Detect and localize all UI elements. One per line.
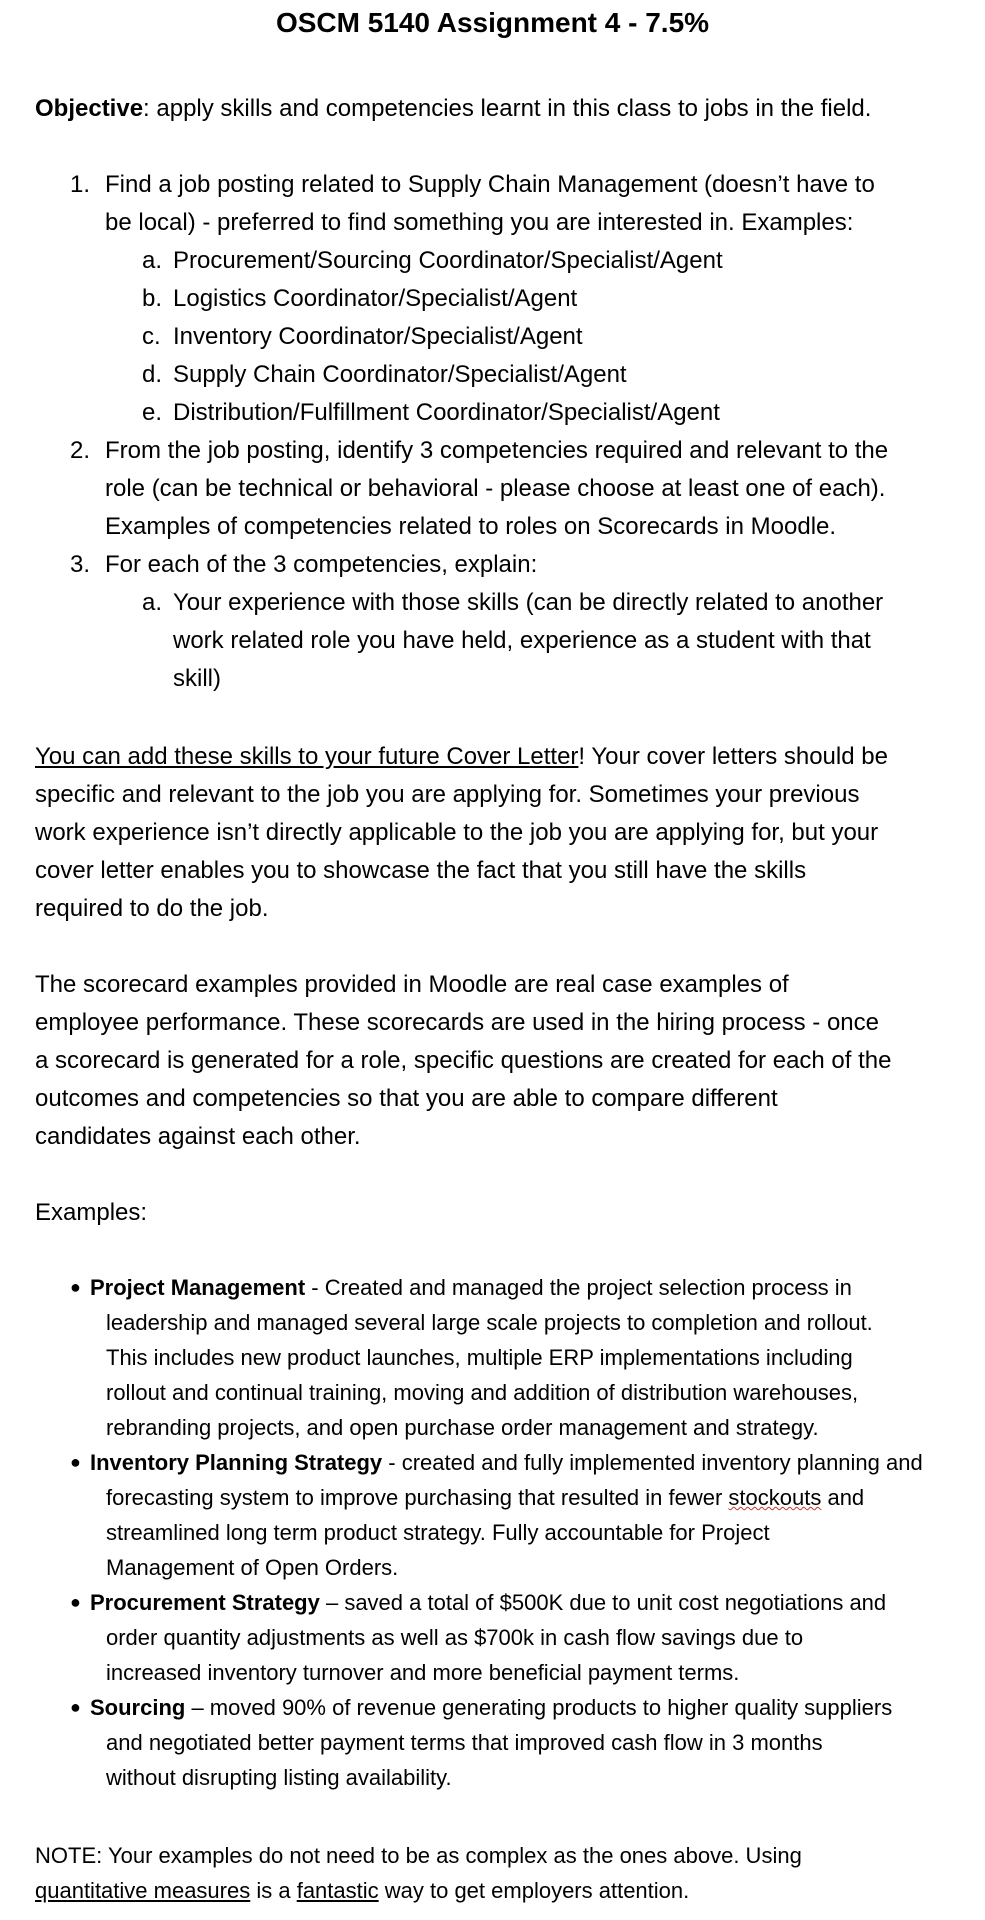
subitem-line: work related role you have held, experience as a student with that <box>173 627 871 654</box>
bullet-icon: ● <box>70 1592 81 1612</box>
spellcheck-word: stockouts <box>728 1485 822 1510</box>
quantitative-measures-text: quantitative measures <box>35 1878 251 1903</box>
example-text: - Created and managed the project selection process in <box>305 1275 852 1300</box>
example-line: Management of Open Orders. <box>106 1555 399 1580</box>
step-number: 2. <box>70 437 91 464</box>
example-text: – saved a total of $500K due to unit cost negotiations and <box>319 1590 887 1615</box>
objective-paragraph <box>35 90 955 128</box>
example-line: leadership and managed several large scale projects to completion and rollout. <box>106 1310 873 1335</box>
example-line: and negotiated better payment terms that improved cash flow in 3 months <box>106 1730 823 1755</box>
example-line: without disrupting listing availability. <box>106 1765 452 1790</box>
subitem-letter: d. <box>142 361 163 388</box>
objective-text: : apply skills and competencies learnt in this class to jobs in the field. <box>143 95 872 122</box>
example-text: and <box>821 1485 865 1510</box>
example-title: Project Management <box>90 1275 306 1300</box>
subitem-letter: b. <box>142 285 163 312</box>
subitem-text: Procurement/Sourcing Coordinator/Specialist/Agent <box>173 247 723 274</box>
example-text: forecasting system to improve purchasing that resulted in fewer <box>106 1485 729 1510</box>
step-line: role (can be technical or behavioral - please choose at least one of each). <box>105 475 886 502</box>
paragraph-line: cover letter enables you to showcase the fact that you still have the skills <box>35 857 807 884</box>
note-text: way to get employers attention. <box>378 1878 690 1903</box>
subitem-text: Logistics Coordinator/Specialist/Agent <box>173 285 578 312</box>
example-text: – moved 90% of revenue generating products to higher quality suppliers <box>185 1695 893 1720</box>
step-line: From the job posting, identify 3 competencies required and relevant to the <box>105 437 889 464</box>
paragraph-line: a scorecard is generated for a role, specific questions are created for each of the <box>35 1047 892 1074</box>
paragraph-line <box>35 738 955 776</box>
example-line: This includes new product launches, multiple ERP implementations including <box>106 1345 853 1370</box>
objective-label: Objective <box>35 95 144 122</box>
bullet-icon: ● <box>70 1697 81 1717</box>
step-line: For each of the 3 competencies, explain: <box>105 551 538 578</box>
step-number: 3. <box>70 551 91 578</box>
examples-heading: Examples: <box>35 1199 148 1226</box>
fantastic-text: fantastic <box>296 1878 379 1903</box>
example-text: - created and fully implemented inventory planning and <box>382 1450 923 1475</box>
example-body <box>90 1445 950 1585</box>
subitem-text: Supply Chain Coordinator/Specialist/Agent <box>173 361 627 388</box>
subitem-text: Distribution/Fulfillment Coordinator/Specialist/Agent <box>173 399 720 426</box>
scorecard-paragraph <box>35 966 955 1156</box>
example-title: Procurement Strategy <box>90 1590 320 1615</box>
bullet-icon: ● <box>70 1452 81 1472</box>
subitem-line: skill) <box>173 665 221 692</box>
paragraph-line: The scorecard examples provided in Moodle are real case examples of <box>35 971 789 998</box>
example-line: increased inventory turnover and more beneficial payment terms. <box>106 1660 740 1685</box>
example-line: rollout and continual training, moving and addition of distribution warehouses, <box>106 1380 859 1405</box>
paragraph-line: employee performance. These scorecards are used in the hiring process - once <box>35 1009 879 1036</box>
paragraph-line: candidates against each other. <box>35 1123 361 1150</box>
example-body <box>90 1585 950 1690</box>
note-line: NOTE: Your examples do not need to be as complex as the ones above. Using <box>35 1843 802 1868</box>
example-line: streamlined long term product strategy. Fully accountable for Project <box>106 1520 770 1545</box>
example-title: Sourcing <box>90 1695 186 1720</box>
subitem-letter: a. <box>142 589 163 616</box>
example-line: rebranding projects, and open purchase order management and strategy. <box>106 1415 819 1440</box>
step-line: be local) - preferred to find something you are interested in. Examples: <box>105 209 854 236</box>
example-line <box>90 1480 950 1515</box>
subitem-line: Your experience with those skills (can be directly related to another <box>173 589 884 616</box>
example-body <box>90 1270 950 1445</box>
subitem-letter: c. <box>142 323 161 350</box>
example-line: order quantity adjustments as well as $700k in cash flow savings due to <box>106 1625 804 1650</box>
paragraph-line: required to do the job. <box>35 895 269 922</box>
note-line <box>35 1873 955 1908</box>
document-title: OSCM 5140 Assignment 4 - 7.5% <box>275 7 710 38</box>
paragraph-text: ! Your cover letters should be <box>578 743 888 770</box>
note-paragraph <box>35 1838 955 1908</box>
step-number: 1. <box>70 171 91 198</box>
subitem-text: Inventory Coordinator/Specialist/Agent <box>173 323 583 350</box>
step-line: Examples of competencies related to roles on Scorecards in Moodle. <box>105 513 837 540</box>
subitem-letter: e. <box>142 399 163 426</box>
cover-letter-paragraph <box>35 738 955 928</box>
example-title: Inventory Planning Strategy <box>90 1450 383 1475</box>
paragraph-line: work experience isn’t directly applicable to the job you are applying for, but your <box>35 819 879 846</box>
bullet-icon: ● <box>70 1277 81 1297</box>
example-body <box>90 1690 950 1795</box>
subitem-letter: a. <box>142 247 163 274</box>
paragraph-line: outcomes and competencies so that you are able to compare different <box>35 1085 778 1112</box>
paragraph-line: specific and relevant to the job you are applying for. Sometimes your previous <box>35 781 860 808</box>
cover-letter-link-text: You can add these skills to your future Cover Letter <box>35 743 579 770</box>
step-line: Find a job posting related to Supply Chain Management (doesn’t have to <box>105 171 875 198</box>
note-text: is a <box>250 1878 297 1903</box>
